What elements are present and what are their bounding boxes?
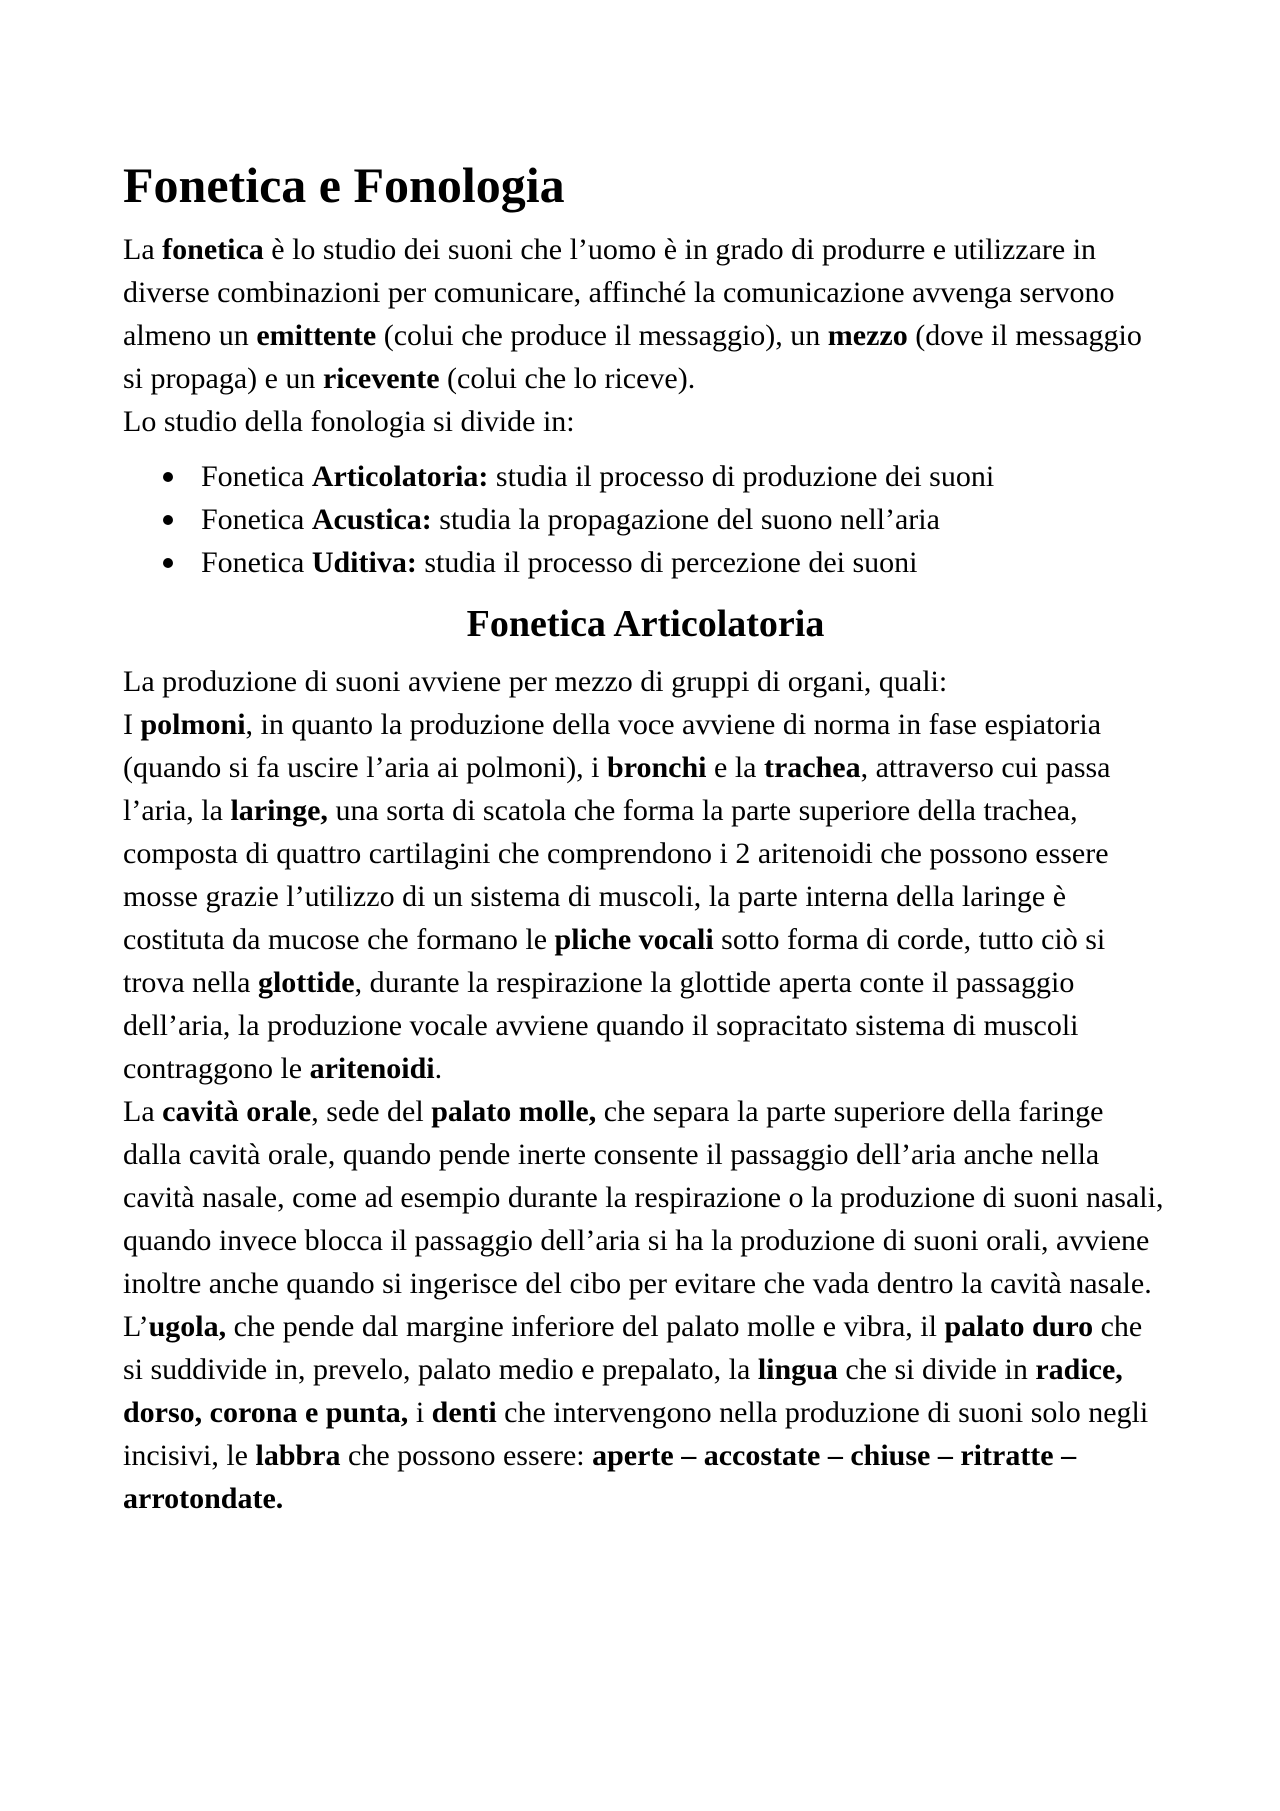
term-lingua-parts: radice, dorso, corona e punta,	[123, 1353, 1123, 1429]
cavita-paragraph	[123, 1090, 1168, 1305]
polmoni-text-8: .	[434, 1052, 443, 1085]
ugola-text-2: che pende dal margine inferiore del palato molle e vibra, il	[226, 1310, 945, 1343]
list-item-text: studia il processo di percezione dei suoni	[416, 546, 918, 579]
ugola-text-4: che si divide in	[837, 1353, 1036, 1386]
polmoni-text-5: una sorta di scatola che forma la parte superiore della trachea, composta di quattro cartilagini che comprendono i 2 aritenoidi che possono essere mosse grazie l’utilizzo di un sistema di muscoli, la parte interna della laringe è costituta da mucose che formano le	[123, 794, 1109, 956]
cavita-text-2: , sede del	[311, 1095, 432, 1128]
term-labbra: labbra	[255, 1439, 341, 1472]
ugola-paragraph	[123, 1305, 1168, 1520]
term-palato-duro: palato duro	[944, 1310, 1094, 1343]
cavita-text-3: che separa la parte superiore della faringe dalla cavità orale, quando pende inerte consente il passaggio dell’aria anche nella cavità nasale, come ad esempio durante la respirazione o la produzione di suoni nasali, quando invece blocca il passaggio dell’aria si ha la produzione di suoni orali, avviene inoltre anche quando si ingerisce del cibo per evitare che vada dentro la cavità nasale.	[123, 1095, 1164, 1300]
term-bronchi: bronchi	[607, 751, 707, 784]
ugola-text-3: che si suddivide in, prevelo, palato medio e prepalato, la	[123, 1310, 1143, 1386]
polmoni-paragraph	[123, 703, 1168, 1090]
term-mezzo: mezzo	[827, 319, 908, 352]
ugola-text-1: L’	[123, 1310, 149, 1343]
polmoni-text-3: e la	[706, 751, 764, 784]
intro-text-4: (dove il messaggio si propaga) e un	[123, 319, 1142, 395]
organs-intro: La produzione di suoni avviene per mezzo di gruppi di organi, quali:	[123, 665, 948, 698]
term-ugola: ugola,	[148, 1310, 227, 1343]
term-laringe: laringe,	[230, 794, 328, 827]
ugola-text-5: i	[408, 1396, 432, 1429]
term-emittente: emittente	[256, 319, 377, 352]
term-cavita-orale: cavità orale	[162, 1095, 312, 1128]
intro-text-2: è lo studio dei suoni che l’uomo è in grado di produrre e utilizzare in diverse combinazioni per comunicare, affinché la comunicazione avvenga servono almeno un	[123, 233, 1115, 352]
term-aritenoidi: aritenoidi	[309, 1052, 435, 1085]
fonetica-types-list	[123, 455, 1168, 584]
intro-text-1: La	[123, 233, 163, 266]
list-item	[201, 541, 1168, 584]
cavita-text-1: La	[123, 1095, 163, 1128]
list-item-prefix: Fonetica	[201, 460, 312, 493]
list-item-text: studia il processo di produzione dei suoni	[488, 460, 995, 493]
document-page	[123, 150, 1168, 1520]
division-line: Lo studio della fonologia si divide in:	[123, 405, 575, 438]
list-item	[201, 498, 1168, 541]
list-item-term: Acustica:	[311, 503, 432, 536]
polmoni-text-7: , durante la respirazione la glottide aperta conte il passaggio dell’aria, la produzione vocale avviene quando il sopracitato sistema di muscoli contraggono le	[123, 966, 1079, 1085]
term-denti: denti	[431, 1396, 497, 1429]
term-glottide: glottide	[257, 966, 355, 999]
intro-text-5: (colui che lo riceve).	[439, 362, 696, 395]
polmoni-text-4: , attraverso cui passa l’aria, la	[123, 751, 1111, 827]
intro-paragraph	[123, 228, 1168, 400]
list-item-prefix: Fonetica	[201, 546, 312, 579]
term-lingua: lingua	[757, 1353, 838, 1386]
section-title: Fonetica Articolatoria	[466, 603, 825, 645]
polmoni-text-1: I	[123, 708, 141, 741]
list-item	[201, 455, 1168, 498]
list-item-text: studia la propagazione del suono nell’aria	[431, 503, 940, 536]
list-item-prefix: Fonetica	[201, 503, 312, 536]
term-polmoni: polmoni	[140, 708, 246, 741]
ugola-text-6: che intervengono nella produzione di suoni solo negli incisivi, le	[123, 1396, 1149, 1472]
term-labbra-positions: aperte – accostate – chiuse – ritratte – arrotondate.	[123, 1439, 1077, 1515]
document-title: Fonetica e Fonologia	[123, 157, 565, 213]
term-ricevente: ricevente	[322, 362, 440, 395]
polmoni-text-2: , in quanto la produzione della voce avviene di norma in fase espiatoria (quando si fa uscire l’aria ai polmoni), i	[123, 708, 1102, 784]
list-item-term: Articolatoria:	[311, 460, 489, 493]
ugola-text-7: che possono essere:	[340, 1439, 593, 1472]
term-pliche-vocali: pliche vocali	[554, 923, 714, 956]
intro-text-3: (colui che produce il messaggio), un	[376, 319, 828, 352]
polmoni-text-6: sotto forma di corde, tutto ciò si trova nella	[123, 923, 1106, 999]
term-fonetica: fonetica	[162, 233, 264, 266]
term-trachea: trachea	[763, 751, 861, 784]
term-palato-molle: palato molle,	[431, 1095, 597, 1128]
list-item-term: Uditiva:	[311, 546, 417, 579]
